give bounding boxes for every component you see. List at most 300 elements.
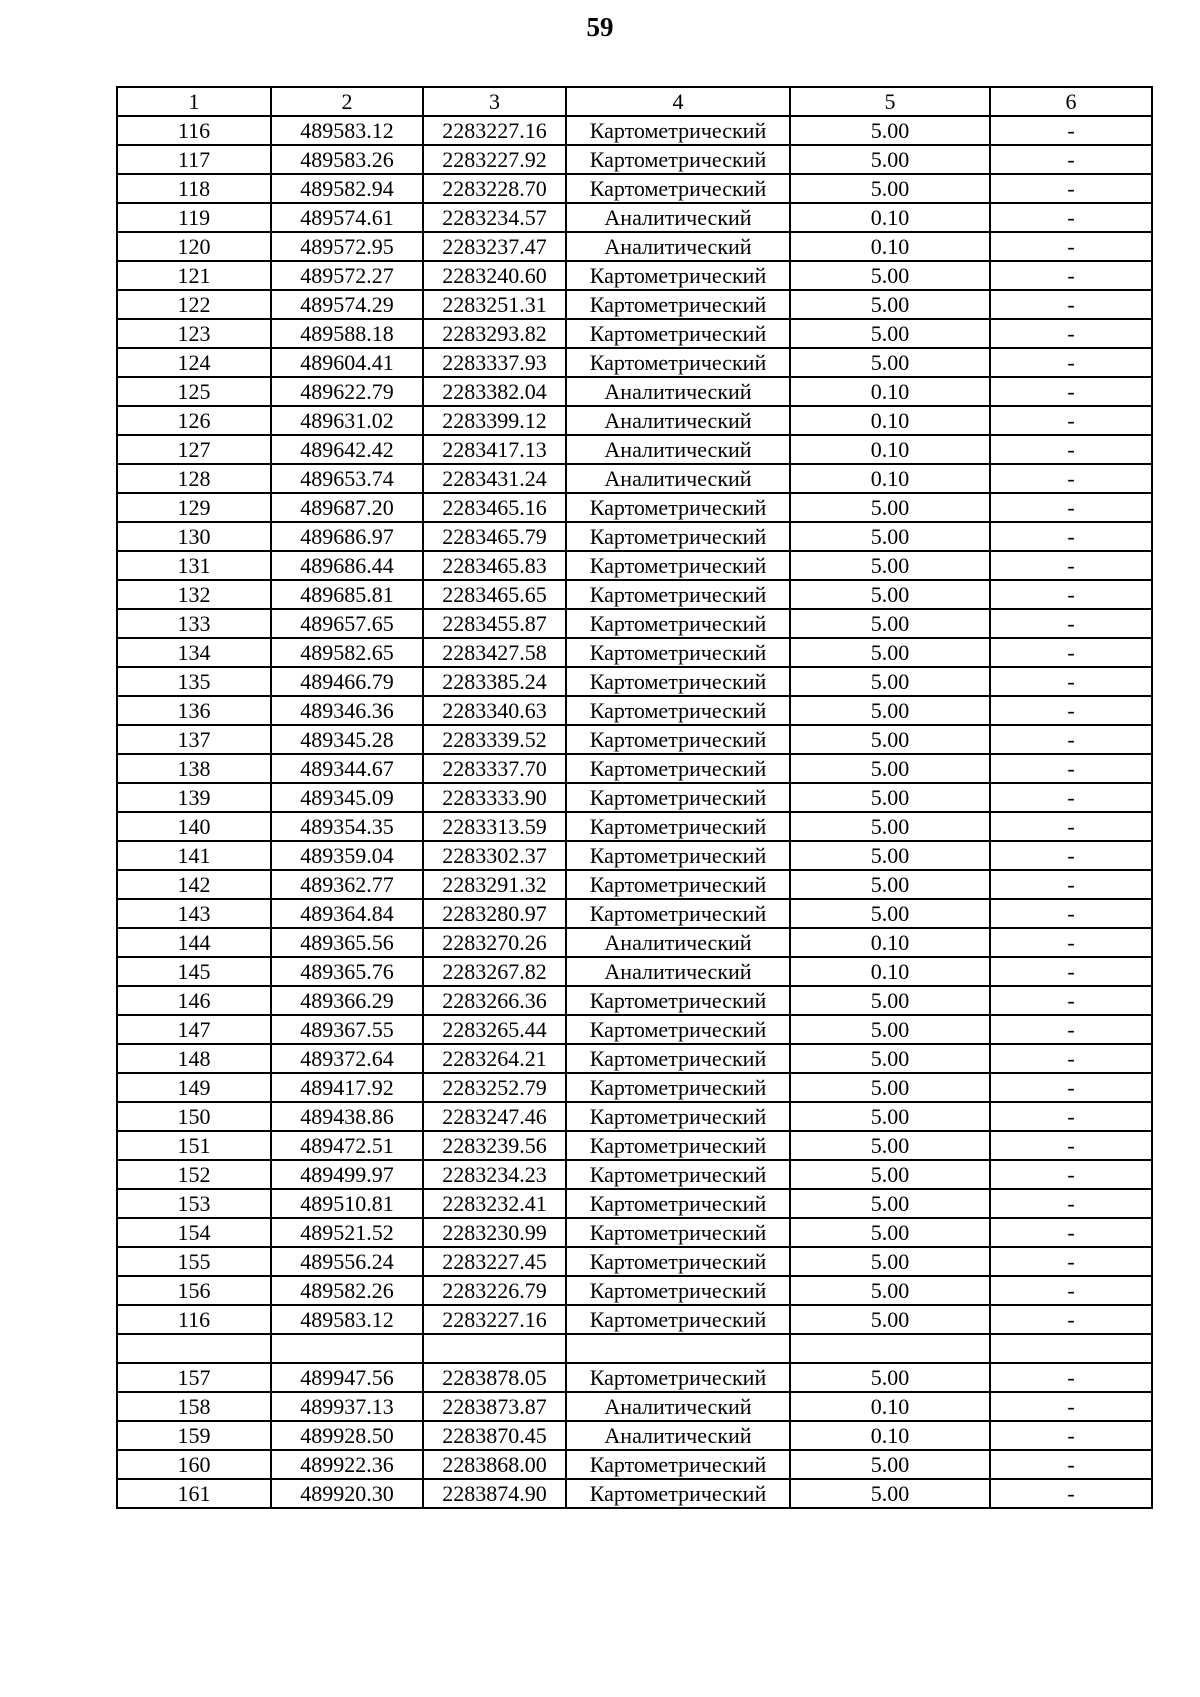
point-number-cell: 150: [117, 1102, 271, 1131]
x-coordinate-cell: 489345.28: [271, 725, 423, 754]
y-coordinate-cell: 2283417.13: [423, 435, 566, 464]
description-cell: -: [990, 1044, 1152, 1073]
point-number-cell: 159: [117, 1421, 271, 1450]
point-number-cell: 140: [117, 812, 271, 841]
accuracy-cell: 5.00: [790, 696, 990, 725]
description-cell: -: [990, 406, 1152, 435]
x-coordinate-cell: 489354.35: [271, 812, 423, 841]
point-number-cell: 116: [117, 1305, 271, 1334]
table-row: [117, 1421, 1152, 1450]
y-coordinate-cell: 2283874.90: [423, 1479, 566, 1508]
method-cell: Картометрический: [566, 261, 790, 290]
table-row: [117, 464, 1152, 493]
x-coordinate-cell: 489572.27: [271, 261, 423, 290]
table-row: [117, 1189, 1152, 1218]
method-cell: Аналитический: [566, 957, 790, 986]
table-row: [117, 348, 1152, 377]
y-coordinate-cell: 2283227.92: [423, 145, 566, 174]
accuracy-cell: 5.00: [790, 638, 990, 667]
x-coordinate-cell: 489583.12: [271, 116, 423, 145]
table-row: [117, 116, 1152, 145]
x-coordinate-cell: 489920.30: [271, 1479, 423, 1508]
method-cell: Картометрический: [566, 1131, 790, 1160]
method-cell: Картометрический: [566, 1450, 790, 1479]
x-coordinate-cell: 489631.02: [271, 406, 423, 435]
point-number-cell: 146: [117, 986, 271, 1015]
point-number-cell: 151: [117, 1131, 271, 1160]
accuracy-cell: 5.00: [790, 1044, 990, 1073]
x-coordinate-cell: 489499.97: [271, 1160, 423, 1189]
table-row: [117, 319, 1152, 348]
method-cell: Картометрический: [566, 116, 790, 145]
point-number-cell: 135: [117, 667, 271, 696]
y-coordinate-cell: 2283264.21: [423, 1044, 566, 1073]
x-coordinate-cell: 489582.94: [271, 174, 423, 203]
description-cell: -: [990, 1131, 1152, 1160]
description-cell: -: [990, 1276, 1152, 1305]
y-coordinate-cell: 2283427.58: [423, 638, 566, 667]
accuracy-cell: 5.00: [790, 290, 990, 319]
point-number-cell: 142: [117, 870, 271, 899]
table-row: [117, 174, 1152, 203]
x-coordinate-cell: 489686.97: [271, 522, 423, 551]
description-cell: -: [990, 145, 1152, 174]
y-coordinate-cell: 2283226.79: [423, 1276, 566, 1305]
point-number-cell: 158: [117, 1392, 271, 1421]
x-coordinate-cell: 489521.52: [271, 1218, 423, 1247]
description-cell: -: [990, 1073, 1152, 1102]
y-coordinate-cell: 2283465.16: [423, 493, 566, 522]
column-header: 5: [790, 87, 990, 116]
accuracy-cell: 5.00: [790, 174, 990, 203]
point-number-cell: 127: [117, 435, 271, 464]
point-number-cell: [117, 1334, 271, 1363]
coordinates-table: [116, 86, 1153, 1509]
y-coordinate-cell: 2283431.24: [423, 464, 566, 493]
x-coordinate-cell: 489685.81: [271, 580, 423, 609]
description-cell: -: [990, 841, 1152, 870]
column-header: 6: [990, 87, 1152, 116]
point-number-cell: 124: [117, 348, 271, 377]
description-cell: -: [990, 522, 1152, 551]
table-row: [117, 406, 1152, 435]
description-cell: -: [990, 1189, 1152, 1218]
point-number-cell: 143: [117, 899, 271, 928]
x-coordinate-cell: 489574.29: [271, 290, 423, 319]
point-number-cell: 139: [117, 783, 271, 812]
accuracy-cell: 0.10: [790, 1421, 990, 1450]
accuracy-cell: 5.00: [790, 1160, 990, 1189]
method-cell: Картометрический: [566, 609, 790, 638]
y-coordinate-cell: 2283227.16: [423, 116, 566, 145]
method-cell: Картометрический: [566, 1044, 790, 1073]
method-cell: Картометрический: [566, 754, 790, 783]
table-row: [117, 870, 1152, 899]
point-number-cell: 152: [117, 1160, 271, 1189]
accuracy-cell: 5.00: [790, 1073, 990, 1102]
point-number-cell: 130: [117, 522, 271, 551]
method-cell: Картометрический: [566, 812, 790, 841]
x-coordinate-cell: 489582.65: [271, 638, 423, 667]
accuracy-cell: 5.00: [790, 348, 990, 377]
point-number-cell: 134: [117, 638, 271, 667]
y-coordinate-cell: 2283232.41: [423, 1189, 566, 1218]
method-cell: Картометрический: [566, 725, 790, 754]
x-coordinate-cell: 489359.04: [271, 841, 423, 870]
method-cell: Аналитический: [566, 435, 790, 464]
accuracy-cell: 5.00: [790, 551, 990, 580]
accuracy-cell: 0.10: [790, 928, 990, 957]
point-number-cell: 138: [117, 754, 271, 783]
point-number-cell: 155: [117, 1247, 271, 1276]
description-cell: -: [990, 812, 1152, 841]
x-coordinate-cell: [271, 1334, 423, 1363]
x-coordinate-cell: 489922.36: [271, 1450, 423, 1479]
y-coordinate-cell: 2283340.63: [423, 696, 566, 725]
y-coordinate-cell: 2283313.59: [423, 812, 566, 841]
table-row: [117, 899, 1152, 928]
x-coordinate-cell: 489365.56: [271, 928, 423, 957]
column-header: 1: [117, 87, 271, 116]
method-cell: Аналитический: [566, 377, 790, 406]
method-cell: Картометрический: [566, 1189, 790, 1218]
y-coordinate-cell: 2283230.99: [423, 1218, 566, 1247]
description-cell: -: [990, 1160, 1152, 1189]
y-coordinate-cell: 2283247.46: [423, 1102, 566, 1131]
description-cell: -: [990, 580, 1152, 609]
accuracy-cell: 5.00: [790, 116, 990, 145]
y-coordinate-cell: 2283385.24: [423, 667, 566, 696]
y-coordinate-cell: 2283240.60: [423, 261, 566, 290]
y-coordinate-cell: 2283455.87: [423, 609, 566, 638]
y-coordinate-cell: 2283868.00: [423, 1450, 566, 1479]
table-row: [117, 812, 1152, 841]
method-cell: Картометрический: [566, 1247, 790, 1276]
point-number-cell: 145: [117, 957, 271, 986]
method-cell: Картометрический: [566, 1218, 790, 1247]
table-row: [117, 754, 1152, 783]
description-cell: -: [990, 899, 1152, 928]
method-cell: [566, 1334, 790, 1363]
description-cell: -: [990, 783, 1152, 812]
method-cell: Картометрический: [566, 841, 790, 870]
accuracy-cell: 5.00: [790, 1363, 990, 1392]
x-coordinate-cell: 489345.09: [271, 783, 423, 812]
y-coordinate-cell: 2283465.83: [423, 551, 566, 580]
point-number-cell: 131: [117, 551, 271, 580]
y-coordinate-cell: 2283337.70: [423, 754, 566, 783]
method-cell: Картометрический: [566, 580, 790, 609]
y-coordinate-cell: 2283302.37: [423, 841, 566, 870]
method-cell: Картометрический: [566, 1160, 790, 1189]
table-row: [117, 609, 1152, 638]
point-number-cell: 117: [117, 145, 271, 174]
table-row: [117, 522, 1152, 551]
table-row: [117, 638, 1152, 667]
point-number-cell: 154: [117, 1218, 271, 1247]
y-coordinate-cell: 2283399.12: [423, 406, 566, 435]
table-row: [117, 232, 1152, 261]
point-number-cell: 120: [117, 232, 271, 261]
table-row: [117, 1102, 1152, 1131]
y-coordinate-cell: 2283339.52: [423, 725, 566, 754]
y-coordinate-cell: 2283266.36: [423, 986, 566, 1015]
method-cell: Аналитический: [566, 203, 790, 232]
point-number-cell: 157: [117, 1363, 271, 1392]
method-cell: Картометрический: [566, 145, 790, 174]
table-row: [117, 1131, 1152, 1160]
accuracy-cell: 5.00: [790, 261, 990, 290]
table-row: [117, 957, 1152, 986]
point-number-cell: 160: [117, 1450, 271, 1479]
y-coordinate-cell: 2283337.93: [423, 348, 566, 377]
accuracy-cell: 0.10: [790, 406, 990, 435]
y-coordinate-cell: 2283382.04: [423, 377, 566, 406]
x-coordinate-cell: 489588.18: [271, 319, 423, 348]
accuracy-cell: 0.10: [790, 377, 990, 406]
table-row: [117, 1305, 1152, 1334]
point-number-cell: 132: [117, 580, 271, 609]
y-coordinate-cell: 2283291.32: [423, 870, 566, 899]
method-cell: Картометрический: [566, 348, 790, 377]
table-row: [117, 841, 1152, 870]
point-number-cell: 128: [117, 464, 271, 493]
table-row: [117, 1247, 1152, 1276]
table-row: [117, 261, 1152, 290]
accuracy-cell: 5.00: [790, 319, 990, 348]
table-row: [117, 377, 1152, 406]
method-cell: Картометрический: [566, 696, 790, 725]
description-cell: -: [990, 754, 1152, 783]
table-row: [117, 1218, 1152, 1247]
x-coordinate-cell: 489937.13: [271, 1392, 423, 1421]
description-cell: -: [990, 957, 1152, 986]
method-cell: Картометрический: [566, 1102, 790, 1131]
accuracy-cell: 5.00: [790, 145, 990, 174]
method-cell: Аналитический: [566, 1392, 790, 1421]
accuracy-cell: 5.00: [790, 609, 990, 638]
description-cell: -: [990, 986, 1152, 1015]
point-number-cell: 133: [117, 609, 271, 638]
column-header: 2: [271, 87, 423, 116]
x-coordinate-cell: 489417.92: [271, 1073, 423, 1102]
accuracy-cell: 5.00: [790, 1247, 990, 1276]
accuracy-cell: 5.00: [790, 667, 990, 696]
description-cell: -: [990, 1363, 1152, 1392]
description-cell: -: [990, 1102, 1152, 1131]
table-row: [117, 290, 1152, 319]
point-number-cell: 121: [117, 261, 271, 290]
x-coordinate-cell: 489556.24: [271, 1247, 423, 1276]
description-cell: -: [990, 493, 1152, 522]
x-coordinate-cell: 489372.64: [271, 1044, 423, 1073]
x-coordinate-cell: 489653.74: [271, 464, 423, 493]
description-cell: -: [990, 203, 1152, 232]
x-coordinate-cell: 489346.36: [271, 696, 423, 725]
x-coordinate-cell: 489367.55: [271, 1015, 423, 1044]
accuracy-cell: 5.00: [790, 812, 990, 841]
x-coordinate-cell: 489572.95: [271, 232, 423, 261]
point-number-cell: 153: [117, 1189, 271, 1218]
description-cell: -: [990, 1479, 1152, 1508]
point-number-cell: 136: [117, 696, 271, 725]
x-coordinate-cell: 489928.50: [271, 1421, 423, 1450]
method-cell: Картометрический: [566, 1479, 790, 1508]
description-cell: -: [990, 464, 1152, 493]
y-coordinate-cell: 2283252.79: [423, 1073, 566, 1102]
point-number-cell: 116: [117, 116, 271, 145]
accuracy-cell: 5.00: [790, 899, 990, 928]
point-number-cell: 119: [117, 203, 271, 232]
description-cell: -: [990, 696, 1152, 725]
y-coordinate-cell: 2283237.47: [423, 232, 566, 261]
description-cell: -: [990, 1247, 1152, 1276]
x-coordinate-cell: 489604.41: [271, 348, 423, 377]
accuracy-cell: 5.00: [790, 522, 990, 551]
table-row: [117, 435, 1152, 464]
table-row: [117, 493, 1152, 522]
description-cell: -: [990, 377, 1152, 406]
accuracy-cell: 5.00: [790, 1102, 990, 1131]
method-cell: Картометрический: [566, 899, 790, 928]
table-row: [117, 725, 1152, 754]
column-header: 3: [423, 87, 566, 116]
table-row: [117, 783, 1152, 812]
page-number: 59: [586, 12, 614, 42]
description-cell: -: [990, 551, 1152, 580]
method-cell: Картометрический: [566, 1276, 790, 1305]
y-coordinate-cell: 2283265.44: [423, 1015, 566, 1044]
table-row: [117, 696, 1152, 725]
method-cell: Аналитический: [566, 928, 790, 957]
description-cell: -: [990, 725, 1152, 754]
x-coordinate-cell: 489574.61: [271, 203, 423, 232]
description-cell: -: [990, 261, 1152, 290]
point-number-cell: 148: [117, 1044, 271, 1073]
method-cell: Аналитический: [566, 406, 790, 435]
x-coordinate-cell: 489687.20: [271, 493, 423, 522]
table-row: [117, 203, 1152, 232]
method-cell: Картометрический: [566, 319, 790, 348]
description-cell: -: [990, 638, 1152, 667]
method-cell: Картометрический: [566, 290, 790, 319]
y-coordinate-cell: 2283227.45: [423, 1247, 566, 1276]
y-coordinate-cell: 2283267.82: [423, 957, 566, 986]
y-coordinate-cell: 2283234.23: [423, 1160, 566, 1189]
description-cell: -: [990, 667, 1152, 696]
y-coordinate-cell: 2283239.56: [423, 1131, 566, 1160]
description-cell: -: [990, 1421, 1152, 1450]
table-row: [117, 551, 1152, 580]
method-cell: Картометрический: [566, 870, 790, 899]
y-coordinate-cell: 2283873.87: [423, 1392, 566, 1421]
y-coordinate-cell: 2283227.16: [423, 1305, 566, 1334]
accuracy-cell: 5.00: [790, 841, 990, 870]
description-cell: -: [990, 1450, 1152, 1479]
x-coordinate-cell: 489366.29: [271, 986, 423, 1015]
accuracy-cell: 5.00: [790, 1479, 990, 1508]
x-coordinate-cell: 489947.56: [271, 1363, 423, 1392]
table-row: [117, 1450, 1152, 1479]
table-separator-row: [117, 1334, 1152, 1363]
x-coordinate-cell: 489344.67: [271, 754, 423, 783]
y-coordinate-cell: 2283333.90: [423, 783, 566, 812]
x-coordinate-cell: 489362.77: [271, 870, 423, 899]
x-coordinate-cell: 489364.84: [271, 899, 423, 928]
table-row: [117, 1015, 1152, 1044]
table-row: [117, 1044, 1152, 1073]
method-cell: Картометрический: [566, 174, 790, 203]
y-coordinate-cell: 2283228.70: [423, 174, 566, 203]
x-coordinate-cell: 489622.79: [271, 377, 423, 406]
method-cell: Аналитический: [566, 232, 790, 261]
accuracy-cell: 5.00: [790, 783, 990, 812]
x-coordinate-cell: 489657.65: [271, 609, 423, 638]
table-row: [117, 928, 1152, 957]
y-coordinate-cell: 2283270.26: [423, 928, 566, 957]
method-cell: Картометрический: [566, 1363, 790, 1392]
accuracy-cell: 0.10: [790, 1392, 990, 1421]
point-number-cell: 125: [117, 377, 271, 406]
point-number-cell: 149: [117, 1073, 271, 1102]
table-row: [117, 580, 1152, 609]
description-cell: -: [990, 319, 1152, 348]
method-cell: Картометрический: [566, 1305, 790, 1334]
accuracy-cell: 5.00: [790, 1450, 990, 1479]
accuracy-cell: 5.00: [790, 1276, 990, 1305]
column-header: 4: [566, 87, 790, 116]
description-cell: -: [990, 116, 1152, 145]
table-row: [117, 1479, 1152, 1508]
point-number-cell: 144: [117, 928, 271, 957]
description-cell: -: [990, 232, 1152, 261]
description-cell: -: [990, 1392, 1152, 1421]
point-number-cell: 147: [117, 1015, 271, 1044]
description-cell: -: [990, 609, 1152, 638]
point-number-cell: 137: [117, 725, 271, 754]
accuracy-cell: 5.00: [790, 580, 990, 609]
accuracy-cell: 0.10: [790, 464, 990, 493]
method-cell: Картометрический: [566, 522, 790, 551]
method-cell: Картометрический: [566, 638, 790, 667]
table-row: [117, 1160, 1152, 1189]
accuracy-cell: 5.00: [790, 986, 990, 1015]
x-coordinate-cell: 489686.44: [271, 551, 423, 580]
x-coordinate-cell: 489438.86: [271, 1102, 423, 1131]
table-header-row: [117, 87, 1152, 116]
point-number-cell: 118: [117, 174, 271, 203]
method-cell: Картометрический: [566, 667, 790, 696]
point-number-cell: 156: [117, 1276, 271, 1305]
accuracy-cell: 5.00: [790, 1131, 990, 1160]
method-cell: Картометрический: [566, 986, 790, 1015]
accuracy-cell: 5.00: [790, 493, 990, 522]
table-row: [117, 1073, 1152, 1102]
accuracy-cell: 5.00: [790, 870, 990, 899]
point-number-cell: 161: [117, 1479, 271, 1508]
y-coordinate-cell: 2283251.31: [423, 290, 566, 319]
y-coordinate-cell: 2283280.97: [423, 899, 566, 928]
method-cell: Картометрический: [566, 1015, 790, 1044]
x-coordinate-cell: 489510.81: [271, 1189, 423, 1218]
accuracy-cell: 5.00: [790, 1305, 990, 1334]
table-row: [117, 1392, 1152, 1421]
point-number-cell: 126: [117, 406, 271, 435]
description-cell: -: [990, 348, 1152, 377]
description-cell: -: [990, 435, 1152, 464]
method-cell: Аналитический: [566, 1421, 790, 1450]
accuracy-cell: 5.00: [790, 1218, 990, 1247]
